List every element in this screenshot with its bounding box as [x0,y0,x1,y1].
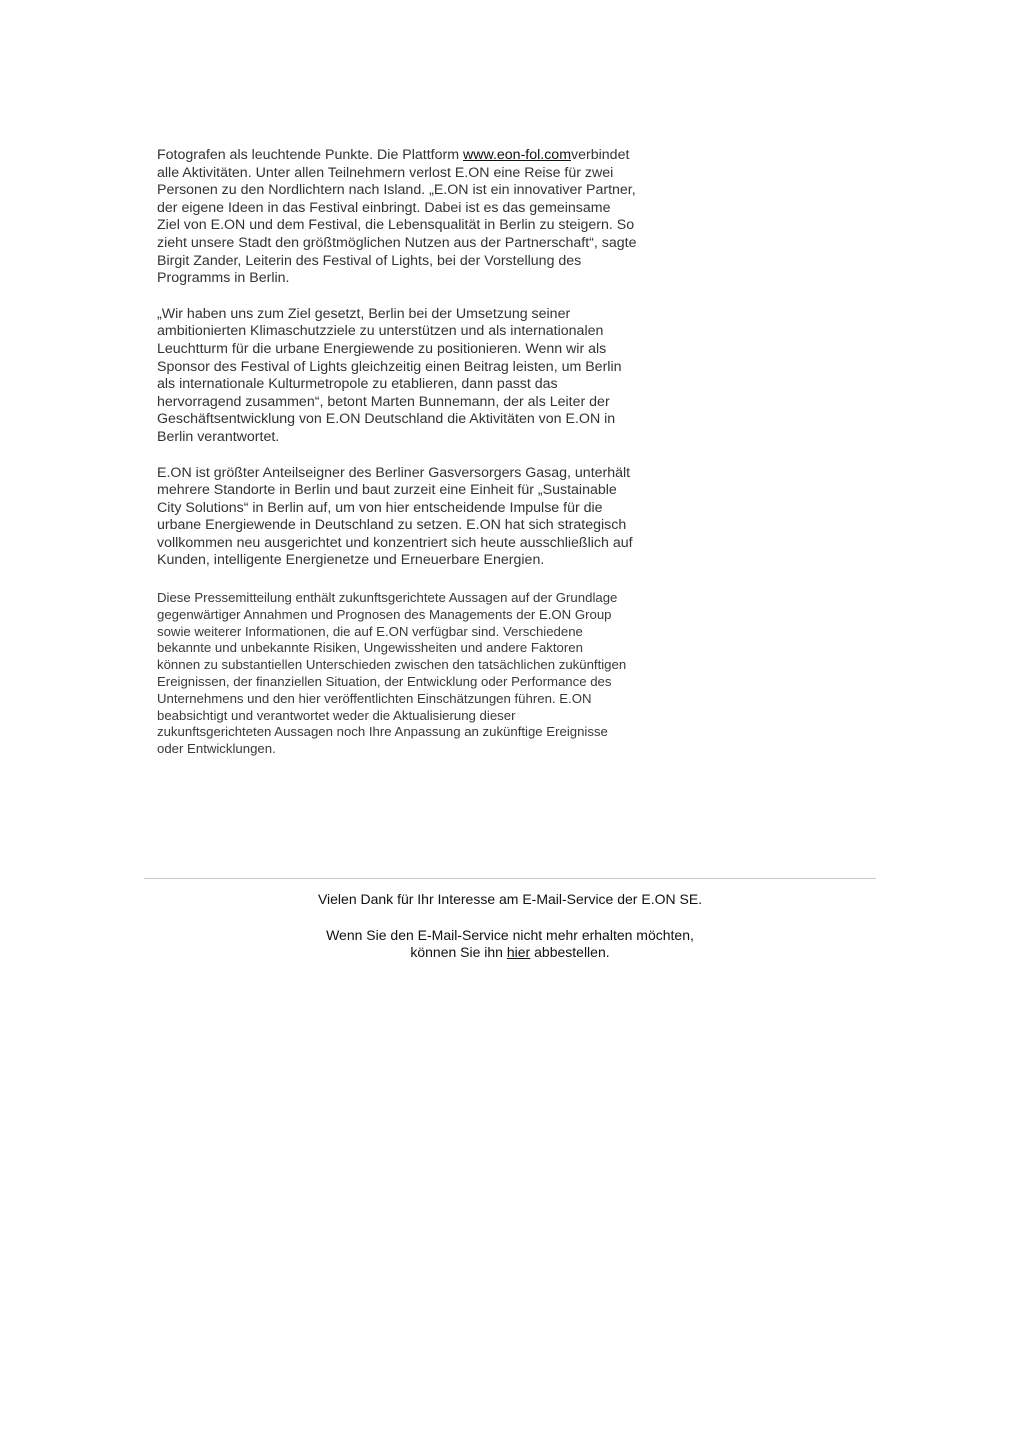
paragraph-festival-platform [157,147,637,288]
press-release-body [157,147,637,776]
footer-unsubscribe-before: können Sie ihn [410,944,507,960]
footer-thanks: Vielen Dank für Ihr Interesse am E-Mail-Service der E.ON SE. [317,891,703,907]
paragraph-climate-goals: „Wir haben uns zum Ziel gesetzt, Berlin bei der Umsetzung seiner ambitionierten Klimaschutzziele zu unterstützen und als internationalen Leuchtturm für die urbane Energiewende zu positionieren. Wenn wir als Sponsor des Festival of Lights gleichzeitig einen Beitrag leisten, um Berlin als internationale Kulturmetropole zu etablieren, dann passt das hervorragend zusammen“, betont Marten Bunnemann, der als Leiter der Geschäftsentwicklung von E.ON Deutschland die Aktivitäten von E.ON in Berlin verantwortet. [157,305,622,445]
footer-divider [144,878,876,879]
footer-unsubscribe-after: abbestellen. [530,944,610,960]
paragraph-text: Fotografen als leuchtende Punkte. Die Plattform [157,147,463,163]
disclaimer-text: Diese Pressemitteilung enthält zukunftsgerichtete Aussagen auf der Grundlage gegenwärtiger Annahmen und Prognosen des Managements der E.ON Group sowie weiterer Informationen, die auf E.ON verfügbar sind. Verschiedene bekannte und unbekannte Risiken, Ungewissheiten und andere Faktoren können zu substantiellen Unterschieden zwischen den tatsächlichen zukünftigen Ereignissen, der finanziellen Situation, der Entwicklung oder Performance des Unternehmens und den hier veröffentlichten Einschätzungen führen. E.ON beabsichtigt und verantwortet weder die Aktualisierung dieser zukunftsgerichteten Aussagen noch Ihre Anpassung an zukünftige Ereignisse oder Entwicklungen. [157,590,627,757]
footer-unsubscribe [144,927,876,962]
unsubscribe-link[interactable]: hier [506,944,531,960]
footer-unsubscribe-line1: Wenn Sie den E-Mail-Service nicht mehr erhalten möchten, [326,926,694,943]
paragraph-text: verbindet alle Aktivitäten. Unter allen Teilnehmern verlost E.ON eine Reise für zwei Personen zu den Nordlichtern nach Island. „E.ON ist ein innovativer Partner, der eigene Ideen in das Festival einbringt. Dabei ist es das gemeinsame Ziel von E.ON und dem Festival, die Lebensqualität in Berlin zu steigern. So zieht unsere Stadt den größtmöglichen Nutzen aus der Partnerschaft“, sagte Birgit Zander, Leiterin des Festival of Lights, bei der Vorstellung des Programms in Berlin. [157,147,637,287]
email-footer [144,891,876,980]
paragraph-gasag: E.ON ist größter Anteilseigner des Berliner Gasversorgers Gasag, unterhält mehrere Standorte in Berlin und baut zurzeit eine Einheit für „Sustainable City Solutions“ in Berlin auf, um von hier entscheidende Impulse für die urbane Energiewende in Deutschland zu setzen. E.ON hat sich strategisch vollkommen neu ausgerichtet und konzentriert sich heute ausschließlich auf Kunden, intelligente Energienetze und Erneuerbare Energien. [157,464,633,569]
eon-fol-link[interactable]: www.eon-fol.com [463,147,572,163]
